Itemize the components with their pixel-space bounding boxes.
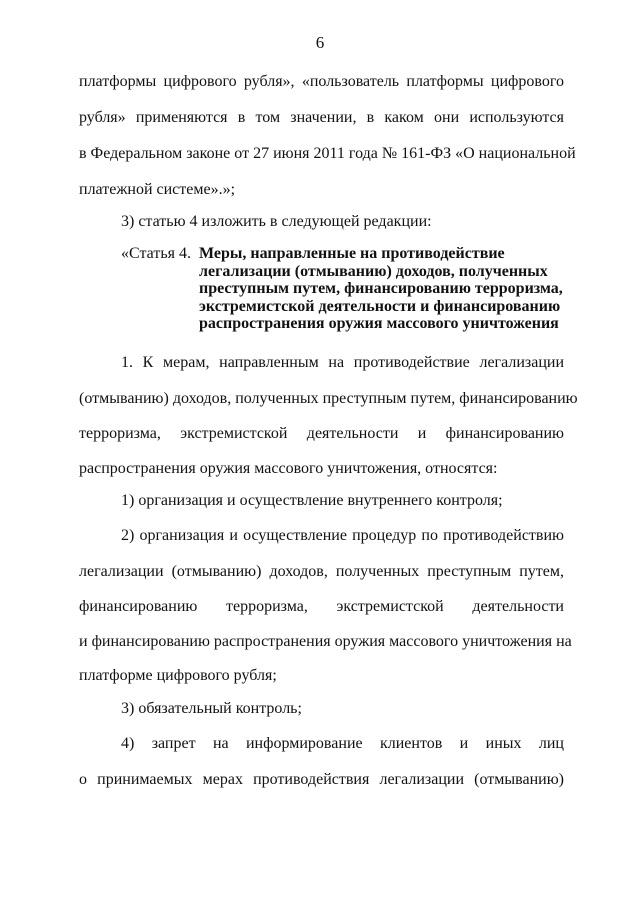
text-line: платформе цифрового рубля;	[79, 667, 277, 684]
text-line: 1. К мерам, направленным на противодействие легализации	[121, 354, 564, 371]
page-number: 6	[315, 33, 325, 52]
article-title	[199, 245, 579, 333]
text-line: платежной системе».»;	[79, 181, 236, 198]
article-title-line: распространения оружия массового уничтожения	[199, 315, 559, 332]
text-line: рубля» применяются в том значении, в каком они используются	[79, 109, 564, 126]
text-line: в Федеральном законе от 27 июня 2011 года № 161-ФЗ «О национальной	[79, 145, 576, 162]
text-line: (отмыванию) доходов, полученных преступным путем, финансированию	[79, 390, 578, 407]
list-item: 3) обязательный контроль;	[121, 700, 302, 717]
article-title-line: экстремистской деятельности и финансированию	[199, 297, 561, 315]
article-title-line: Меры, направленные на противодействие	[199, 245, 505, 262]
text-line: 2) организация и осуществление процедур по противодействию	[121, 527, 564, 544]
article-label: «Статья 4.	[121, 245, 191, 262]
text-line: легализации (отмыванию) доходов, полученных преступным путем,	[79, 563, 564, 580]
text-line: терроризма, экстремистской деятельности и финансированию	[79, 425, 564, 442]
article-title-line: легализации (отмыванию) доходов, полученных	[199, 262, 548, 280]
text-line: распространения оружия массового уничтожения, относятся:	[79, 460, 498, 477]
text-line: платформы цифрового рубля», «пользователь платформы цифрового	[79, 73, 564, 90]
amendment-item: 3) статью 4 изложить в следующей редакции:	[121, 213, 432, 230]
text-line: и финансированию распространения оружия массового уничтожения на	[79, 633, 572, 650]
text-line: о принимаемых мерах противодействия легализации (отмыванию)	[79, 771, 564, 788]
list-item: 1) организация и осуществление внутреннего контроля;	[121, 492, 503, 509]
text-line: 4) запрет на информирование клиентов и иных лиц	[121, 735, 564, 752]
article-title-line: преступным путем, финансированию терроризма,	[199, 280, 563, 297]
text-line: финансированию терроризма, экстремистской деятельности	[79, 598, 564, 615]
